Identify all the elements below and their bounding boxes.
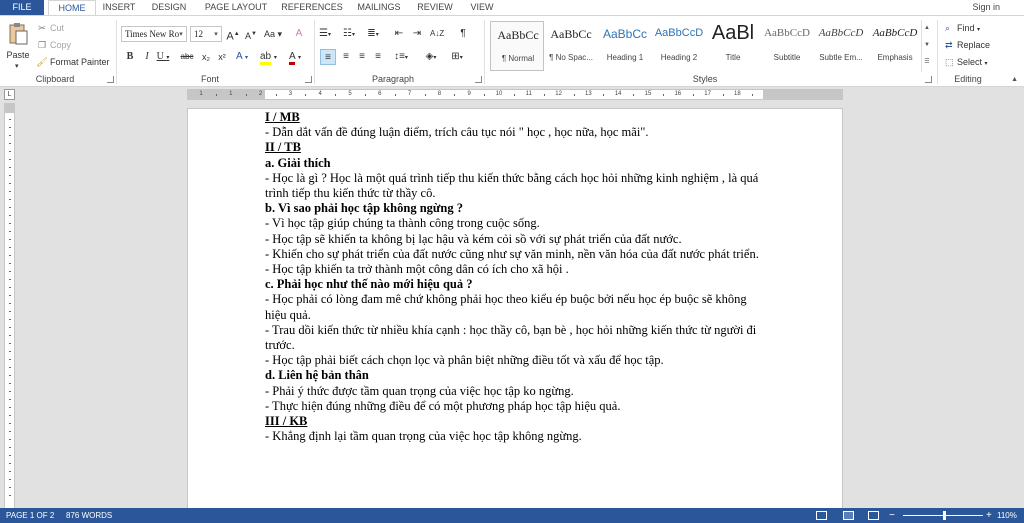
- ruler-tick: [9, 375, 11, 376]
- find-button[interactable]: ⌕ Find ▾: [945, 21, 980, 36]
- right-margin-shade: [763, 90, 843, 99]
- group-divider: [484, 20, 485, 84]
- clipboard-group-label: Clipboard: [35, 74, 75, 84]
- copy-button[interactable]: [36, 38, 71, 52]
- more-icon[interactable]: ☰: [924, 59, 930, 65]
- align-right-button[interactable]: [354, 49, 370, 65]
- ruler-tick: [9, 143, 11, 144]
- ruler-tick: [9, 487, 11, 488]
- ruler-number: 16: [674, 91, 682, 97]
- increase-indent-button[interactable]: [410, 26, 424, 42]
- cut-button[interactable]: [36, 21, 64, 35]
- style-normal[interactable]: [490, 21, 544, 71]
- clipboard-dialog-launcher[interactable]: [107, 76, 114, 83]
- ruler-tick: [9, 303, 11, 304]
- ruler-tick: [9, 279, 11, 280]
- text-effects-button[interactable]: A ▾: [236, 51, 248, 62]
- ruler-tick: [514, 94, 515, 96]
- cut-label: Cut: [50, 23, 65, 33]
- bullet-list-icon: ☰: [319, 28, 328, 39]
- ruler-tick: [9, 287, 11, 288]
- styles-gallery-scroll[interactable]: [921, 20, 932, 72]
- ruler-tick: [693, 94, 694, 96]
- body-paragraph: - Thực hiện đúng những điều để có một phương pháp học tập hiệu quả.: [265, 398, 621, 413]
- ruler-tick: [663, 94, 664, 96]
- style-name: Title: [725, 53, 741, 62]
- zoom-in-icon[interactable]: +: [986, 510, 992, 521]
- read-mode-icon[interactable]: [816, 511, 827, 520]
- numbered-list-icon: ☷: [343, 28, 352, 39]
- body-paragraph: - Khẳng định lại tầm quan trọng của việc học tập không ngừng.: [265, 429, 582, 444]
- ruler-number: 17: [704, 91, 711, 97]
- ruler-tick: [9, 183, 11, 184]
- group-divider: [116, 20, 117, 84]
- ruler-tick: [216, 94, 217, 96]
- clipboard-icon: [8, 22, 28, 46]
- ruler-number: 7: [407, 91, 412, 97]
- style-sample: AaBbCcD: [764, 27, 810, 39]
- ruler-tick: [9, 127, 11, 128]
- page-count[interactable]: PAGE 1 OF 2: [6, 511, 55, 520]
- collapse-ribbon-icon[interactable]: ▲: [1011, 76, 1018, 83]
- section-heading: a. Giải thích: [265, 155, 331, 170]
- ruler-tick: [9, 415, 11, 416]
- style-heading-1[interactable]: [598, 21, 652, 71]
- ruler-tick: [9, 383, 11, 384]
- style-sample: AaBbCc: [602, 27, 648, 41]
- ruler-tick: [276, 94, 277, 96]
- horizontal-ruler[interactable]: [187, 89, 843, 100]
- document-body[interactable]: [265, 110, 765, 444]
- ruler-tick: [9, 319, 11, 320]
- ruler-tick: [9, 207, 11, 208]
- font-group-label: Font: [200, 74, 219, 84]
- cursor-icon: ⬚: [945, 57, 954, 67]
- word-count[interactable]: 876 WORDS: [66, 511, 113, 520]
- style-name: Emphasis: [877, 53, 913, 62]
- ruler-tick: [425, 94, 426, 96]
- font-size-value: 12: [194, 29, 203, 39]
- borders-icon: ⊞: [451, 51, 460, 62]
- scissors-icon: ✂: [38, 23, 46, 33]
- chevron-down-icon[interactable]: ▾: [214, 30, 218, 38]
- ruler-number: 8: [437, 91, 442, 97]
- style-sample: AaBbCc: [497, 28, 539, 42]
- shrink-font-button[interactable]: A▼: [245, 31, 257, 41]
- sign-in-link[interactable]: Sign in: [972, 2, 1000, 12]
- clear-formatting-button[interactable]: [292, 26, 306, 42]
- styles-gallery: [487, 21, 932, 71]
- ruler-number: 12: [555, 91, 562, 97]
- ruler-tick: [9, 495, 11, 496]
- ruler-tick: [9, 239, 11, 240]
- section-heading: III / KB: [265, 414, 308, 429]
- justify-button[interactable]: [370, 49, 386, 65]
- copy-icon: ❐: [37, 40, 47, 50]
- status-bar: [0, 508, 1024, 523]
- ruler-number: 3: [288, 91, 293, 97]
- ruler-tick: [484, 94, 485, 96]
- vertical-ruler[interactable]: [4, 103, 15, 508]
- ruler-tick: [574, 94, 575, 96]
- ruler-number: 6: [378, 91, 382, 97]
- ruler-tick: [9, 175, 11, 176]
- tab-home[interactable]: HOME: [48, 0, 96, 16]
- multilevel-list-button[interactable]: ≣▾: [367, 28, 379, 39]
- ruler-tick: [9, 151, 11, 152]
- bullets-button[interactable]: ☰▾: [319, 28, 331, 39]
- paste-label: Paste: [6, 50, 30, 60]
- ruler-number: 2: [258, 91, 263, 97]
- font-name-combo[interactable]: [121, 26, 187, 42]
- ruler-tick: [723, 94, 724, 96]
- ruler-tick: [9, 439, 11, 440]
- paragraph-dialog-launcher[interactable]: [475, 76, 482, 83]
- style-name: Heading 2: [660, 53, 698, 62]
- font-name-value: Times New Ro: [125, 29, 180, 39]
- tab-page-layout[interactable]: PAGE LAYOUT: [204, 2, 268, 12]
- paragraph-group-label: Paragraph: [371, 74, 415, 84]
- tab-insert[interactable]: INSERT: [102, 2, 136, 12]
- ruler-tick: [9, 479, 11, 480]
- style-sample: AaBbCcD: [872, 27, 918, 39]
- ruler-tick: [9, 463, 11, 464]
- ruler-tick: [544, 94, 545, 96]
- ruler-tick: [246, 94, 247, 96]
- ruler-tick: [305, 94, 306, 96]
- line-spacing-icon: ↕≡: [394, 51, 405, 62]
- ruler-tick: [603, 94, 604, 96]
- style-name: ¶ Normal: [501, 54, 535, 63]
- decrease-indent-button[interactable]: [392, 26, 406, 42]
- ruler-number: 13: [585, 91, 592, 97]
- ruler-tick: [9, 335, 11, 336]
- paintbrush-icon: 🖌: [36, 57, 48, 67]
- find-label: Find: [957, 23, 975, 33]
- ruler-tick: [9, 431, 11, 432]
- ribbon-tabs: [0, 0, 1024, 15]
- ruler-tick: [9, 255, 11, 256]
- shading-button[interactable]: ◈▾: [425, 51, 437, 62]
- outdent-icon: ⇤: [394, 28, 404, 39]
- superscript-button[interactable]: x²: [218, 52, 226, 62]
- tab-mailings[interactable]: MAILINGS: [357, 2, 401, 12]
- ruler-tick: [9, 191, 11, 192]
- font-color-icon: A: [289, 51, 295, 65]
- body-paragraph: - Trau dồi kiến thức từ nhiều khía cạnh : học thầy cô, bạn bè , học hỏi những kiến thức từ người đi trước.: [265, 322, 757, 353]
- chevron-down-icon[interactable]: ▼: [924, 42, 930, 48]
- change-case-button[interactable]: Aa ▾: [264, 29, 283, 39]
- ruler-tick: [9, 231, 11, 232]
- subscript-button[interactable]: x₂: [202, 52, 210, 62]
- tab-design[interactable]: DESIGN: [151, 2, 187, 12]
- sort-button[interactable]: A↓Z: [430, 29, 445, 38]
- format-painter-button[interactable]: [36, 55, 110, 69]
- zoom-slider-thumb[interactable]: [943, 511, 946, 520]
- ruler-tick: [9, 199, 11, 200]
- ruler-number: 14: [614, 91, 622, 97]
- align-center-icon: ≡: [343, 51, 349, 62]
- style-subtle-emphasis[interactable]: [814, 21, 868, 71]
- style-heading-2[interactable]: [652, 21, 706, 71]
- style-sample: AaBbCc: [550, 27, 592, 41]
- print-layout-icon[interactable]: [843, 511, 854, 520]
- tab-review[interactable]: REVIEW: [417, 2, 453, 12]
- section-heading: II / TB: [265, 140, 301, 155]
- paint-bucket-icon: ◈: [425, 51, 434, 62]
- style-sample: AaBl: [711, 22, 755, 44]
- ribbon: [0, 15, 1024, 87]
- ruler-tick: [335, 94, 336, 96]
- ruler-number: 11: [525, 91, 532, 97]
- show-hide-button[interactable]: ¶: [460, 28, 466, 39]
- editing-group-label: Editing: [954, 74, 982, 84]
- ruler-tick: [454, 94, 455, 96]
- align-left-icon: ≡: [325, 52, 331, 63]
- ruler-tick: [9, 135, 11, 136]
- ruler-tick: [9, 423, 11, 424]
- font-size-combo[interactable]: [190, 26, 222, 42]
- ruler-number: 4: [318, 91, 322, 97]
- multilevel-list-icon: ≣: [367, 28, 376, 39]
- zoom-level[interactable]: 110%: [997, 511, 1017, 520]
- replace-label: Replace: [957, 40, 991, 50]
- ruler-tick: [9, 223, 11, 224]
- font-dialog-launcher[interactable]: [305, 76, 312, 83]
- body-paragraph: - Khiến cho sự phát triển của đất nước cũng như sự văn minh, nền văn hóa của đất nước phát triển.: [265, 246, 759, 261]
- tab-view[interactable]: VIEW: [470, 2, 494, 12]
- justify-icon: ≡: [375, 51, 381, 62]
- format-painter-label: Format Painter: [50, 57, 110, 67]
- body-paragraph: - Học tập khiến ta trở thành một công dân có ích cho xã hội .: [265, 262, 569, 277]
- ruler-tick: [9, 295, 11, 296]
- ruler-number: 15: [644, 91, 652, 97]
- highlighter-icon: ab: [260, 51, 271, 65]
- body-paragraph: - Học tập phải biết cách chọn lọc và phân biệt những điều tốt và xấu để học tập.: [265, 353, 664, 368]
- select-label: Select: [957, 57, 983, 67]
- ruler-tick: [9, 271, 11, 272]
- line-spacing-button[interactable]: ↕≡▾: [394, 51, 408, 62]
- section-heading: b. Vì sao phải học tập không ngừng ?: [265, 201, 463, 216]
- style-name: Subtitle: [773, 53, 801, 62]
- styles-dialog-launcher[interactable]: [925, 76, 932, 83]
- style-emphasis[interactable]: [868, 21, 922, 71]
- ruler-tick: [633, 94, 634, 96]
- ruler-tick: [9, 351, 11, 352]
- section-heading: d. Liên hệ bản thân: [265, 368, 369, 383]
- change-case-label: Aa: [264, 29, 276, 39]
- ruler-tick: [9, 367, 11, 368]
- ruler-number: 1: [229, 91, 233, 97]
- style-name: ¶ No Spac...: [549, 53, 593, 62]
- eraser-icon: A: [295, 28, 303, 39]
- top-margin-shade: [5, 103, 14, 113]
- ruler-tick: [9, 263, 11, 264]
- style-sample: AaBbCcD: [818, 27, 864, 39]
- shrink-font-label: A: [245, 31, 252, 41]
- ruler-tick: [365, 94, 366, 96]
- body-paragraph: - Học là gì ? Học là một quá trình tiếp thu kiến thức bằng cách học hỏi những kinh nghiệm , là quá trình tiếp thu kiến thức từ thầy cô.: [265, 170, 759, 201]
- tab-selector[interactable]: L: [4, 89, 15, 100]
- align-right-icon: ≡: [359, 51, 365, 62]
- ruler-tick: [9, 455, 11, 456]
- ruler-number: 1: [199, 91, 203, 97]
- ruler-tick: [9, 119, 11, 120]
- style-title[interactable]: [706, 21, 760, 71]
- italic-button[interactable]: I: [145, 51, 149, 62]
- ruler-tick: [9, 391, 11, 392]
- strikethrough-button[interactable]: abc: [180, 52, 194, 61]
- copy-label: Copy: [50, 40, 72, 50]
- select-button[interactable]: ⬚ Select ▾: [945, 55, 988, 70]
- ruler-tick: [9, 399, 11, 400]
- grow-font-label: A: [226, 30, 234, 43]
- replace-button[interactable]: [945, 38, 990, 53]
- ruler-tick: [9, 471, 11, 472]
- zoom-out-icon[interactable]: −: [889, 510, 895, 521]
- align-center-button[interactable]: [338, 49, 354, 65]
- body-paragraph: - Vì học tập giúp chúng ta thành công trong cuộc sống.: [265, 216, 540, 231]
- ruler-number: 5: [348, 91, 352, 97]
- section-heading: c. Phải học như thế nào mới hiệu quả ?: [265, 277, 473, 292]
- ruler-tick: [9, 215, 11, 216]
- indent-icon: ⇥: [412, 28, 422, 39]
- ruler-tick: [9, 327, 11, 328]
- numbering-button[interactable]: ☷▾: [343, 28, 355, 39]
- ruler-tick: [9, 167, 11, 168]
- body-paragraph: - Học phải có lòng đam mê chứ không phải học theo kiểu ép buộc bởi nếu học ép buộc sẽ không hiệu quả.: [265, 292, 747, 322]
- ruler-tick: [9, 359, 11, 360]
- style-name: Heading 1: [606, 53, 644, 62]
- underline-button[interactable]: [156, 49, 170, 65]
- style-name: Subtle Em...: [819, 53, 863, 62]
- highlight-button[interactable]: ab ▾: [260, 49, 277, 65]
- align-left-button[interactable]: [320, 49, 336, 65]
- ruler-number: 18: [734, 91, 741, 97]
- tab-references[interactable]: REFERENCES: [281, 2, 343, 12]
- ruler-number: 9: [467, 91, 471, 97]
- ruler-number: 10: [495, 91, 503, 97]
- chevron-down-icon[interactable]: ▾: [15, 63, 19, 70]
- ruler-tick: [752, 94, 753, 96]
- ruler-area: [0, 88, 1024, 101]
- ruler-tick: [9, 407, 11, 408]
- section-heading: I / MB: [265, 110, 300, 124]
- ruler-tick: [9, 447, 11, 448]
- underline-label: U: [156, 51, 164, 62]
- replace-icon: ⇄: [945, 40, 953, 50]
- ruler-tick: [9, 343, 11, 344]
- paste-button[interactable]: [4, 20, 32, 74]
- body-paragraph: - Phải ý thức được tầm quan trọng của việc học tập ko ngừng.: [265, 383, 574, 398]
- tab-file[interactable]: FILE: [0, 0, 44, 15]
- chevron-down-icon[interactable]: ▾: [179, 30, 183, 38]
- borders-button[interactable]: ⊞▾: [451, 51, 463, 62]
- style-subtitle[interactable]: [760, 21, 814, 71]
- search-icon: ⌕: [945, 23, 951, 33]
- body-paragraph: - Học tập sẽ khiến ta không bị lạc hậu và kém cỏi sồ với sự phát triển của đất nước.: [265, 231, 682, 246]
- styles-group-label: Styles: [692, 74, 718, 84]
- grow-font-button[interactable]: A▲: [226, 30, 240, 43]
- text-effects-icon: A: [236, 51, 243, 62]
- chevron-down-icon: ▾: [166, 55, 170, 61]
- ruler-tick: [9, 311, 11, 312]
- ruler-tick: [9, 159, 11, 160]
- ruler-tick: [9, 247, 11, 248]
- group-divider: [937, 20, 938, 84]
- web-layout-icon[interactable]: [868, 511, 879, 520]
- style-no-spacing[interactable]: [544, 21, 598, 71]
- body-paragraph: - Dẫn dắt vấn đề đúng luận điểm, trích câu tục nói " học , học nữa, học mãi".: [265, 125, 649, 140]
- font-color-button[interactable]: A ▾: [288, 49, 302, 65]
- group-divider: [314, 20, 315, 84]
- style-sample: AaBbCcD: [654, 27, 704, 39]
- chevron-up-icon[interactable]: ▲: [924, 25, 930, 31]
- ruler-tick: [395, 94, 396, 96]
- bold-button[interactable]: B: [126, 51, 134, 62]
